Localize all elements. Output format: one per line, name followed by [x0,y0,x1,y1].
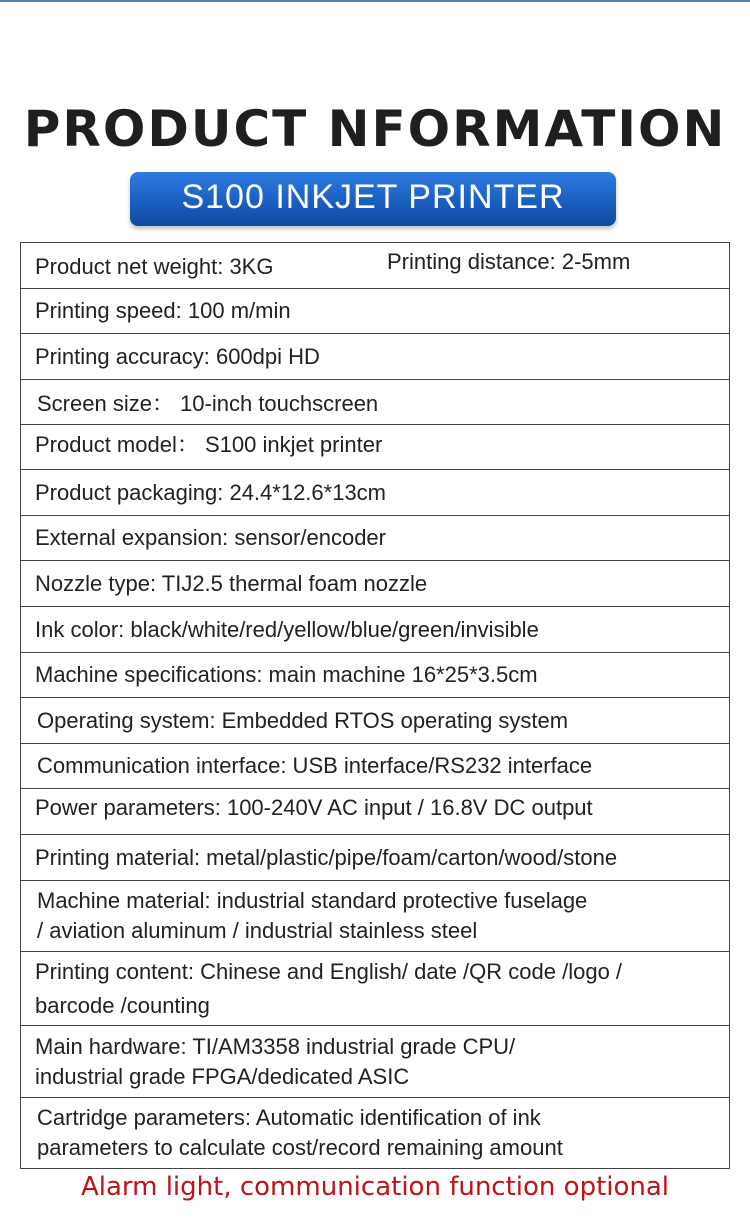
spec-row-power [21,788,729,834]
spec-machine-material-line1: Machine material: industrial standard protective fuselage [37,888,588,913]
top-divider [0,0,750,2]
spec-row-weight-distance [21,242,729,288]
spec-row-accuracy [21,333,729,379]
spec-product-model: Product model： S100 inkjet printer [35,431,383,457]
spec-printing-content-line1: Printing content: Chinese and English/ date /QR code /logo / [35,958,623,984]
spec-cartridge-line1: Cartridge parameters: Automatic identification of ink [37,1105,541,1130]
optional-features-note: Alarm light, communication function optional [80,1172,670,1202]
spec-row-printing-content [21,951,729,1025]
spec-table [20,242,730,1169]
spec-communication-interface: Communication interface: USB interface/RS232 interface [37,753,593,778]
spec-printing-content [35,955,622,1023]
spec-power-parameters: Power parameters: 100-240V AC input / 16.8V DC output [35,794,593,820]
spec-row-printing-material [21,834,729,880]
spec-printing-content-line2: barcode /counting [35,992,210,1018]
spec-printing-distance: Printing distance: 2-5mm [387,249,631,274]
spec-nozzle-type: Nozzle type: TIJ2.5 thermal foam nozzle [35,570,428,596]
spec-cartridge-parameters [37,1103,563,1163]
spec-row-nozzle [21,560,729,606]
spec-row-cartridge [21,1097,729,1169]
spec-row-model [21,424,729,469]
spec-row-packaging [21,469,729,515]
spec-row-ink [21,606,729,652]
spec-main-hardware-line1: Main hardware: TI/AM3358 industrial grade CPU/ [35,1033,516,1059]
spec-external-expansion: External expansion: sensor/encoder [35,525,386,550]
spec-row-speed [21,288,729,333]
spec-printing-speed: Printing speed: 100 m/min [35,298,291,323]
product-name-banner: S100 INKJET PRINTER [130,172,616,226]
spec-printing-accuracy: Printing accuracy: 600dpi HD [35,343,320,369]
spec-printing-material: Printing material: metal/plastic/pipe/foam/carton/wood/stone [35,844,618,870]
spec-row-machine-specs [21,652,729,697]
spec-row-os [21,697,729,743]
spec-main-hardware-line2: industrial grade FPGA/dedicated ASIC [35,1063,410,1089]
spec-main-hardware [35,1032,515,1092]
page-title: PRODUCT NFORMATION [23,100,727,158]
spec-row-expansion [21,515,729,560]
spec-net-weight: Product net weight: 3KG [35,253,274,279]
spec-row-hardware [21,1025,729,1097]
spec-operating-system: Operating system: Embedded RTOS operating system [37,707,569,733]
spec-ink-color: Ink color: black/white/red/yellow/blue/green/invisible [35,616,539,642]
spec-packaging: Product packaging: 24.4*12.6*13cm [35,479,387,505]
spec-screen-size: Screen size： 10-inch touchscreen [37,390,379,416]
spec-row-machine-material [21,880,729,951]
spec-machine-material-line2: / aviation aluminum / industrial stainless steel [37,918,478,943]
spec-row-interface [21,743,729,788]
spec-row-screen [21,379,729,424]
spec-cartridge-line2: parameters to calculate cost/record remaining amount [37,1135,563,1160]
spec-machine-material [37,886,587,946]
spec-machine-specifications: Machine specifications: main machine 16*25*3.5cm [35,662,538,687]
